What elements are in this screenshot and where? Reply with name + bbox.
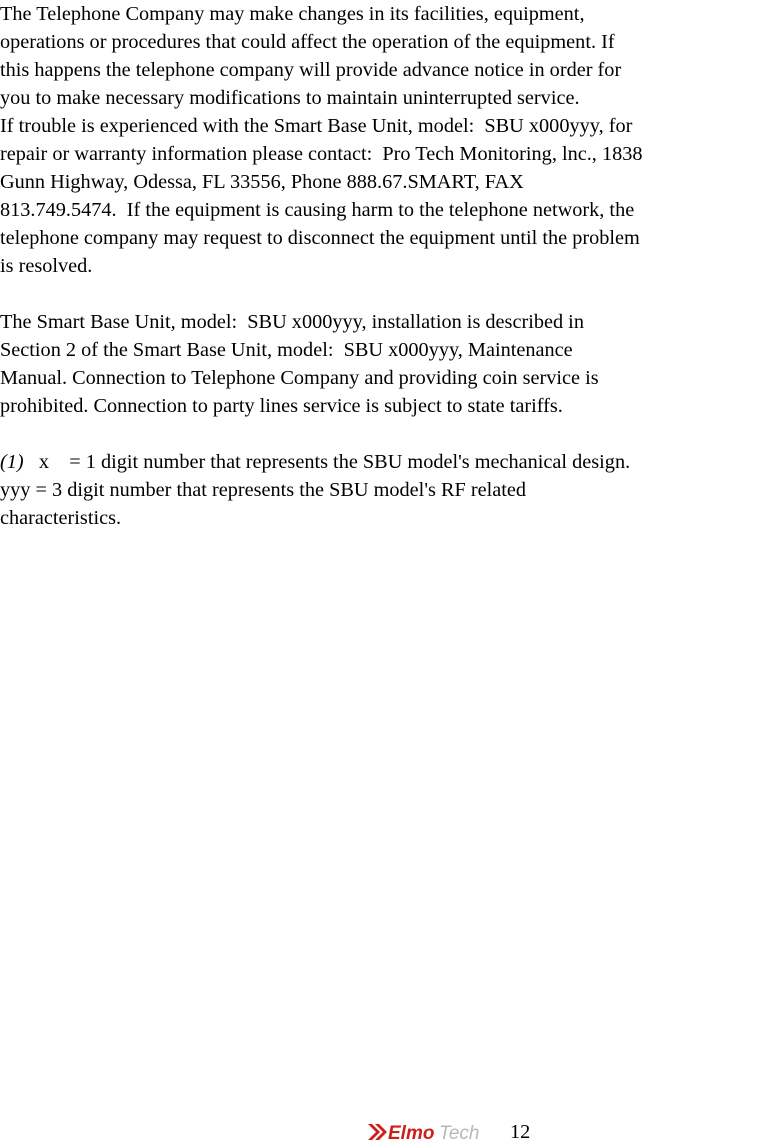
paragraph-line: If trouble is experienced with the Smart Base Unit, model: SBU x000yyy, for [0, 115, 633, 137]
paragraph-line: 813.749.5474. If the equipment is causing harm to the telephone network, the [0, 199, 635, 221]
footnote-line [0, 448, 759, 476]
footnote-line: yyy = 3 digit number that represents the SBU model's RF related [0, 479, 526, 501]
paragraph-spacer [0, 420, 759, 448]
elmotech-logo-graphic [366, 1120, 496, 1144]
footnote-text: x = 1 digit number that represents the SBU model's mechanical design. [23, 451, 631, 473]
paragraph-line: this happens the telephone company will provide advance notice in order for [0, 59, 622, 81]
paragraph-line: Gunn Highway, Odessa, FL 33556, Phone 888.67.SMART, FAX [0, 171, 524, 193]
paragraph-line: The Telephone Company may make changes in its facilities, equipment, [0, 3, 585, 25]
paragraph-line: telephone company may request to disconnect the equipment until the problem [0, 227, 640, 249]
paragraph-line: you to make necessary modifications to maintain uninterrupted service. [0, 87, 580, 109]
paragraph-line: repair or warranty information please contact: Pro Tech Monitoring, lnc., 1838 [0, 143, 643, 165]
svg-text:Elmo: Elmo [388, 1123, 435, 1144]
paragraph-line: The Smart Base Unit, model: SBU x000yyy, installation is described in [0, 311, 584, 333]
paragraph-line: is resolved. [0, 255, 93, 277]
paragraph-spacer [0, 280, 759, 308]
footnote-marker: (1) [0, 451, 24, 473]
document-body [0, 0, 759, 532]
paragraph-line: Manual. Connection to Telephone Company and providing coin service is [0, 367, 599, 389]
elmotech-logo [366, 1120, 496, 1144]
paragraph-line: prohibited. Connection to party lines service is subject to state tariffs. [0, 395, 563, 417]
page-footer [366, 1118, 530, 1146]
svg-text:Tech: Tech [439, 1123, 480, 1144]
page-number: 12 [510, 1121, 531, 1143]
paragraph-line: Section 2 of the Smart Base Unit, model: SBU x000yyy, Maintenance [0, 339, 573, 361]
footnote-line: characteristics. [0, 507, 122, 529]
paragraph-line: operations or procedures that could affect the operation of the equipment. If [0, 31, 615, 53]
